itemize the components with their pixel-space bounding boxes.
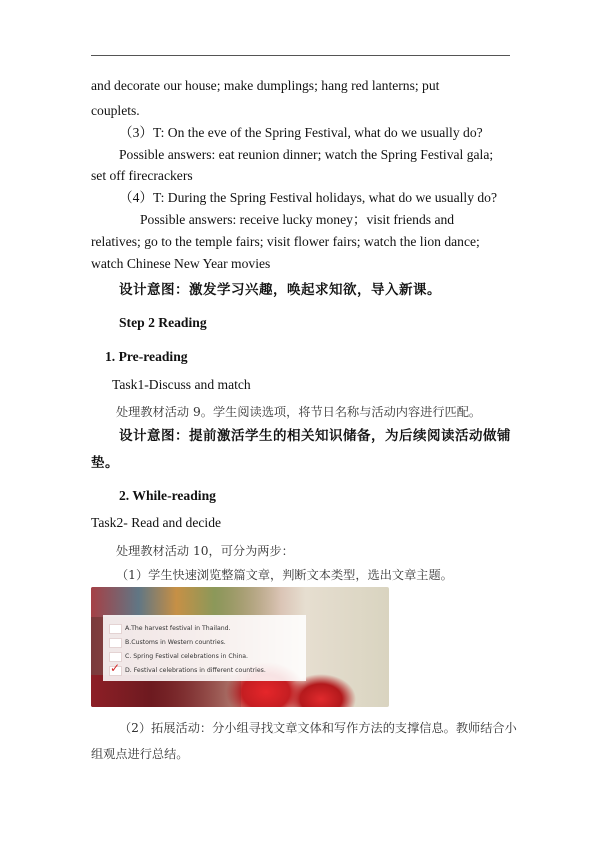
quiz-panel bbox=[103, 615, 306, 681]
question-3-answer-cont: set off firecrackers bbox=[91, 168, 193, 183]
checkbox-checked-icon bbox=[109, 660, 122, 676]
quiz-option-c: C. Spring Festival celebrations in China. bbox=[109, 650, 248, 663]
step-2-instruction: （2）拓展活动：分小组寻找文章文体和写作方法的支撑信息。教师结合小 bbox=[119, 721, 517, 735]
step2-heading: Step 2 Reading bbox=[119, 315, 207, 330]
task2-description: 处理教材活动 10，可分为两步： bbox=[116, 544, 294, 558]
paragraph-line: couplets. bbox=[91, 103, 140, 118]
task1-title: Task1-Discuss and match bbox=[112, 377, 251, 392]
quiz-option-b: B.Customs in Western countries. bbox=[109, 636, 226, 649]
checkbox-empty-icon bbox=[109, 652, 122, 662]
pre-reading-heading: 1. Pre-reading bbox=[105, 349, 188, 364]
question-3-answer: Possible answers: eat reunion dinner; watch the Spring Festival gala; bbox=[119, 147, 494, 162]
question-4-answer-cont: relatives; go to the temple fairs; visit flower fairs; watch the lion dance; bbox=[91, 234, 480, 249]
checkbox-empty-icon bbox=[109, 638, 122, 648]
step-2-instruction-cont: 组观点进行总结。 bbox=[91, 747, 189, 761]
quiz-option-d: ✓ D. Festival celebrations in different countries. bbox=[110, 660, 266, 675]
design-intent-1: 设计意图：激发学习兴趣，唤起求知欲，导入新课。 bbox=[119, 282, 441, 298]
checkmark-icon: ✓ bbox=[110, 660, 121, 675]
task2-title: Task2- Read and decide bbox=[91, 515, 222, 530]
quiz-option-a: A.The harvest festival in Thailand. bbox=[109, 622, 231, 635]
lesson-figure-image bbox=[91, 587, 389, 707]
decor-band-top bbox=[91, 587, 281, 617]
checkbox-empty-icon bbox=[109, 624, 122, 634]
design-intent-2-cont: 垫。 bbox=[91, 455, 119, 471]
question-4-answer: Possible answers: receive lucky money；visit friends and bbox=[140, 212, 455, 227]
task1-description: 处理教材活动 9。学生阅读选项，将节日名称与活动内容进行匹配。 bbox=[116, 405, 482, 419]
paragraph-line: and decorate our house; make dumplings; hang red lanterns; put bbox=[91, 78, 440, 93]
question-4: （4）T: During the Spring Festival holidays, what do we usually do? bbox=[119, 190, 498, 205]
while-reading-heading: 2. While-reading bbox=[119, 488, 216, 503]
question-3: （3）T: On the eve of the Spring Festival, what do we usually do? bbox=[119, 125, 483, 140]
header-rule bbox=[91, 55, 510, 56]
step-1-instruction: （1）学生快速浏览整篇文章，判断文本类型，选出文章主题。 bbox=[116, 568, 453, 582]
question-4-answer-cont: watch Chinese New Year movies bbox=[91, 256, 271, 271]
design-intent-2: 设计意图：提前激活学生的相关知识储备，为后续阅读活动做铺 bbox=[119, 428, 511, 444]
